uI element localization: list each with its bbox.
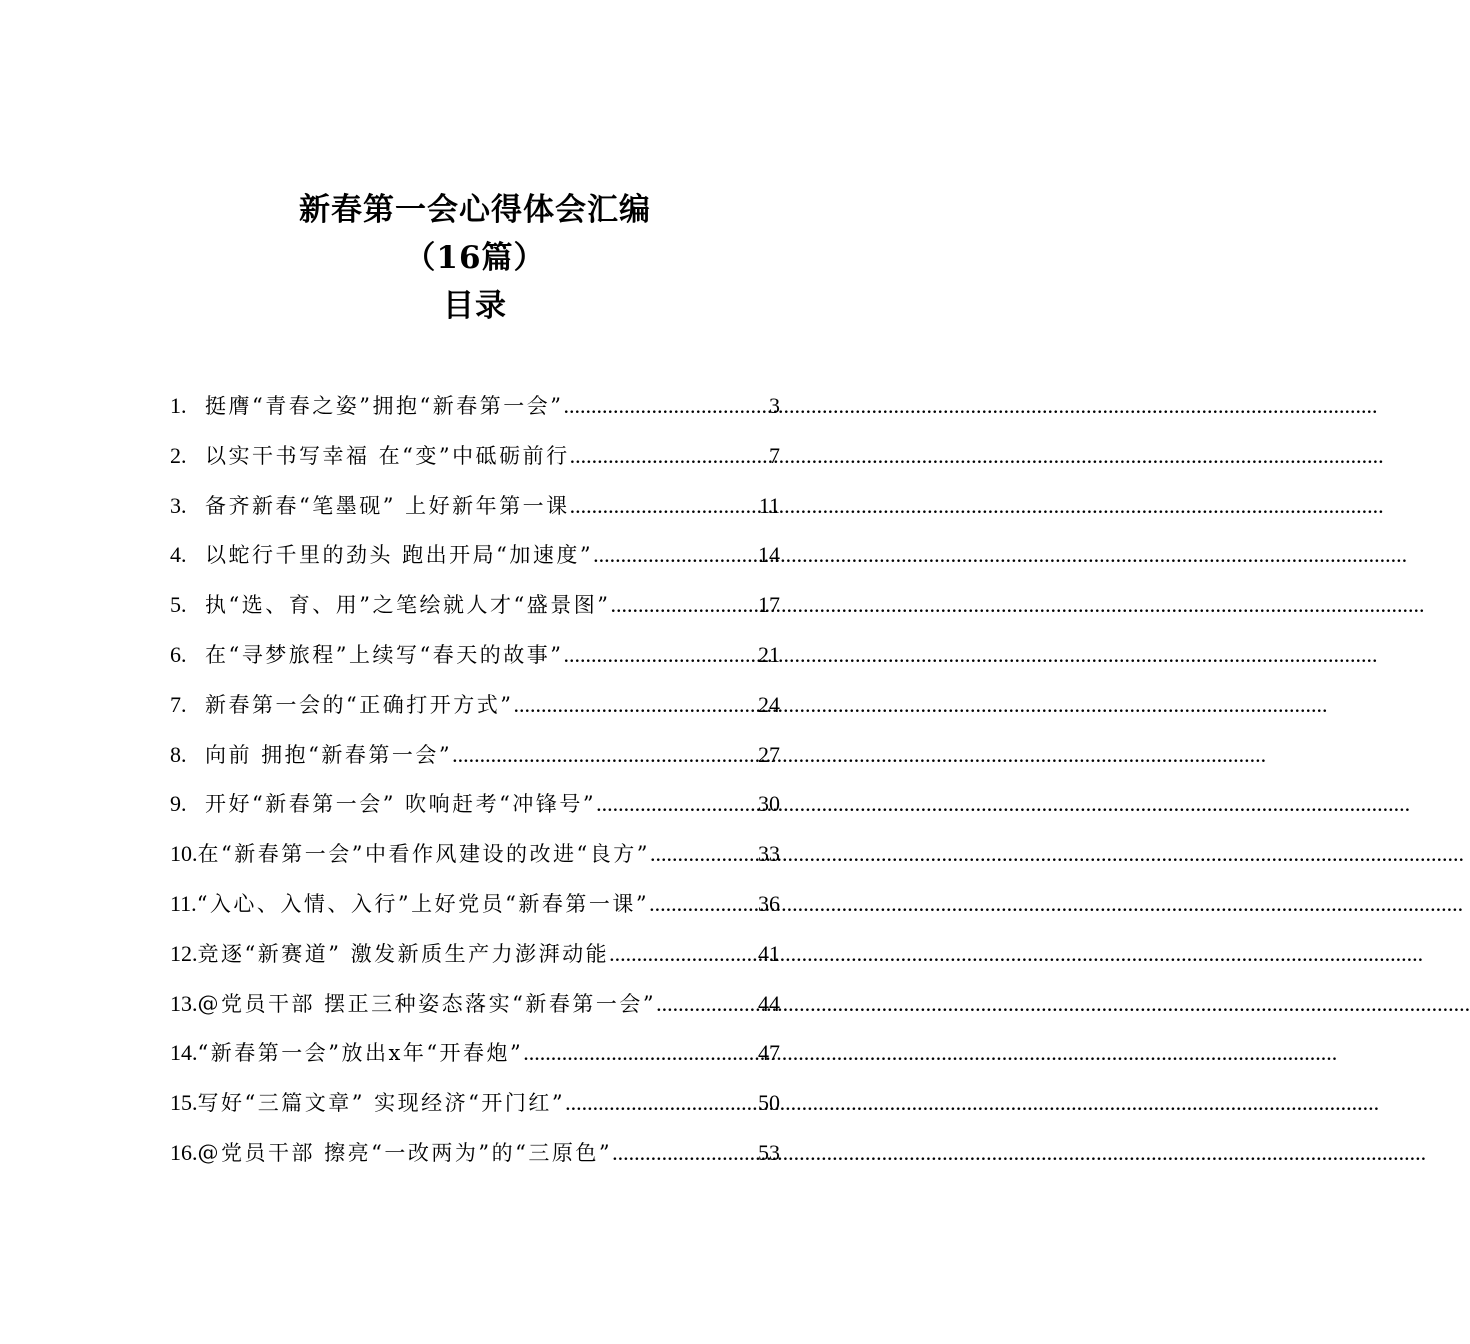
toc-dot-leader [513,692,758,718]
toc-entry-number: 13. [170,990,198,1016]
toc-dot-leader [609,941,758,967]
table-of-contents [170,390,780,1187]
toc-entry-page-number: 21 [758,641,780,667]
title-block [0,186,950,330]
toc-entry-number: 3. [170,492,187,518]
toc-entry-number: 6. [170,641,187,667]
toc-dot-leader [570,493,759,519]
toc-entry[interactable] [170,589,780,639]
toc-entry-page-number: 33 [758,841,780,867]
toc-entry[interactable] [170,490,780,540]
toc-entry-page-number: 24 [758,691,780,717]
toc-entry-number: 5. [170,592,187,618]
toc-dot-leader [563,393,769,419]
toc-entry-page-number: 3 [769,393,780,418]
toc-dot-leader [649,891,758,917]
toc-entry[interactable] [170,440,780,490]
toc-entry-title: 备齐新春“笔墨砚” 上好新年第一课 [205,493,570,518]
toc-dot-leader [565,1090,758,1116]
toc-dot-leader [563,642,758,668]
toc-entry-title: 写好“三篇文章” 实现经济“开门红” [197,1091,566,1116]
toc-entry-page-number: 17 [758,592,780,618]
toc-entry[interactable] [170,988,780,1038]
toc-entry[interactable] [170,1137,780,1187]
toc-entry-page-number: 47 [758,1040,780,1066]
toc-entry[interactable] [170,1087,780,1137]
toc-entry-page-number: 30 [758,791,780,817]
toc-entry[interactable] [170,888,780,938]
toc-entry[interactable] [170,788,780,838]
toc-entry[interactable] [170,838,780,888]
toc-entry-number: 12. [170,940,198,966]
toc-dot-leader [523,1040,758,1066]
toc-entry-title: @党员干部 摆正三种姿态落实“新春第一会” [197,991,657,1016]
toc-entry[interactable] [170,739,780,789]
toc-entry-title: 挺膺“青春之姿”拥抱“新春第一会” [205,394,564,418]
document-subtitle: （16篇） [404,240,546,276]
toc-entry-number: 7. [170,691,187,717]
toc-entry-number: 14. [170,1040,198,1066]
toc-dot-leader [452,742,758,768]
toc-entry-number: 10. [170,841,198,867]
toc-entry-title: 开好“新春第一会” 吹响赶考“冲锋号” [205,792,597,817]
toc-entry-number: 8. [170,741,187,767]
toc-entry-number: 16. [170,1139,198,1165]
toc-entry-page-number: 7 [769,442,780,468]
toc-entry-title: 以蛇行千里的劲头 跑出开局“加速度” [205,543,594,568]
toc-entry-number: 4. [170,542,187,568]
toc-dot-leader [656,991,758,1017]
toc-entry-page-number: 27 [758,741,780,767]
toc-entry[interactable] [170,390,780,440]
toc-dot-leader [612,1140,758,1166]
toc-entry-page-number: 14 [758,542,780,568]
toc-entry-title: 在“新春第一会”中看作风建设的改进“良方” [197,842,650,867]
toc-entry-number: 11. [170,890,197,916]
toc-entry-number: 9. [170,791,187,817]
toc-entry-title: 在“寻梦旅程”上续写“春天的故事” [205,642,564,667]
toc-dot-leader [596,791,758,817]
toc-dot-leader [610,592,758,618]
toc-entry-page-number: 53 [758,1139,780,1165]
toc-entry-page-number: 11 [758,492,780,518]
toc-entry-title: “新春第一会”放出x年“开春炮” [197,1041,524,1066]
toc-entry-page-number: 36 [758,890,780,916]
toc-entry-title: “入心、入情、入行”上好党员“新春第一课” [196,891,650,916]
toc-entry-title: 竞逐“新赛道” 激发新质生产力澎湃动能 [197,941,610,966]
toc-entry-page-number: 50 [758,1090,780,1116]
toc-entry-title: 向前 拥抱“新春第一会” [205,742,453,767]
toc-entry-title: 新春第一会的“正确打开方式” [205,692,514,717]
toc-dot-leader [570,443,769,469]
toc-entry-number: 2. [170,442,187,468]
toc-entry-page-number: 44 [758,990,780,1016]
document-title: 新春第一会心得体会汇编 [299,192,651,228]
toc-entry-title: 执“选、育、用”之笔绘就人才“盛景图” [205,593,611,618]
toc-entry-title: @党员干部 擦亮“一改两为”的“三原色” [197,1140,613,1165]
toc-dot-leader [593,542,758,568]
toc-entry[interactable] [170,639,780,689]
toc-entry-page-number: 41 [758,940,780,966]
toc-entry-number: 15. [170,1090,198,1116]
toc-entry[interactable] [170,689,780,739]
toc-entry-number: 1. [170,393,187,418]
toc-heading: 目录 [443,288,507,324]
toc-dot-leader [650,841,758,867]
toc-entry[interactable] [170,1037,780,1087]
toc-entry[interactable] [170,539,780,589]
toc-entry[interactable] [170,938,780,988]
toc-entry-title: 以实干书写幸福 在“变”中砥砺前行 [205,443,570,468]
